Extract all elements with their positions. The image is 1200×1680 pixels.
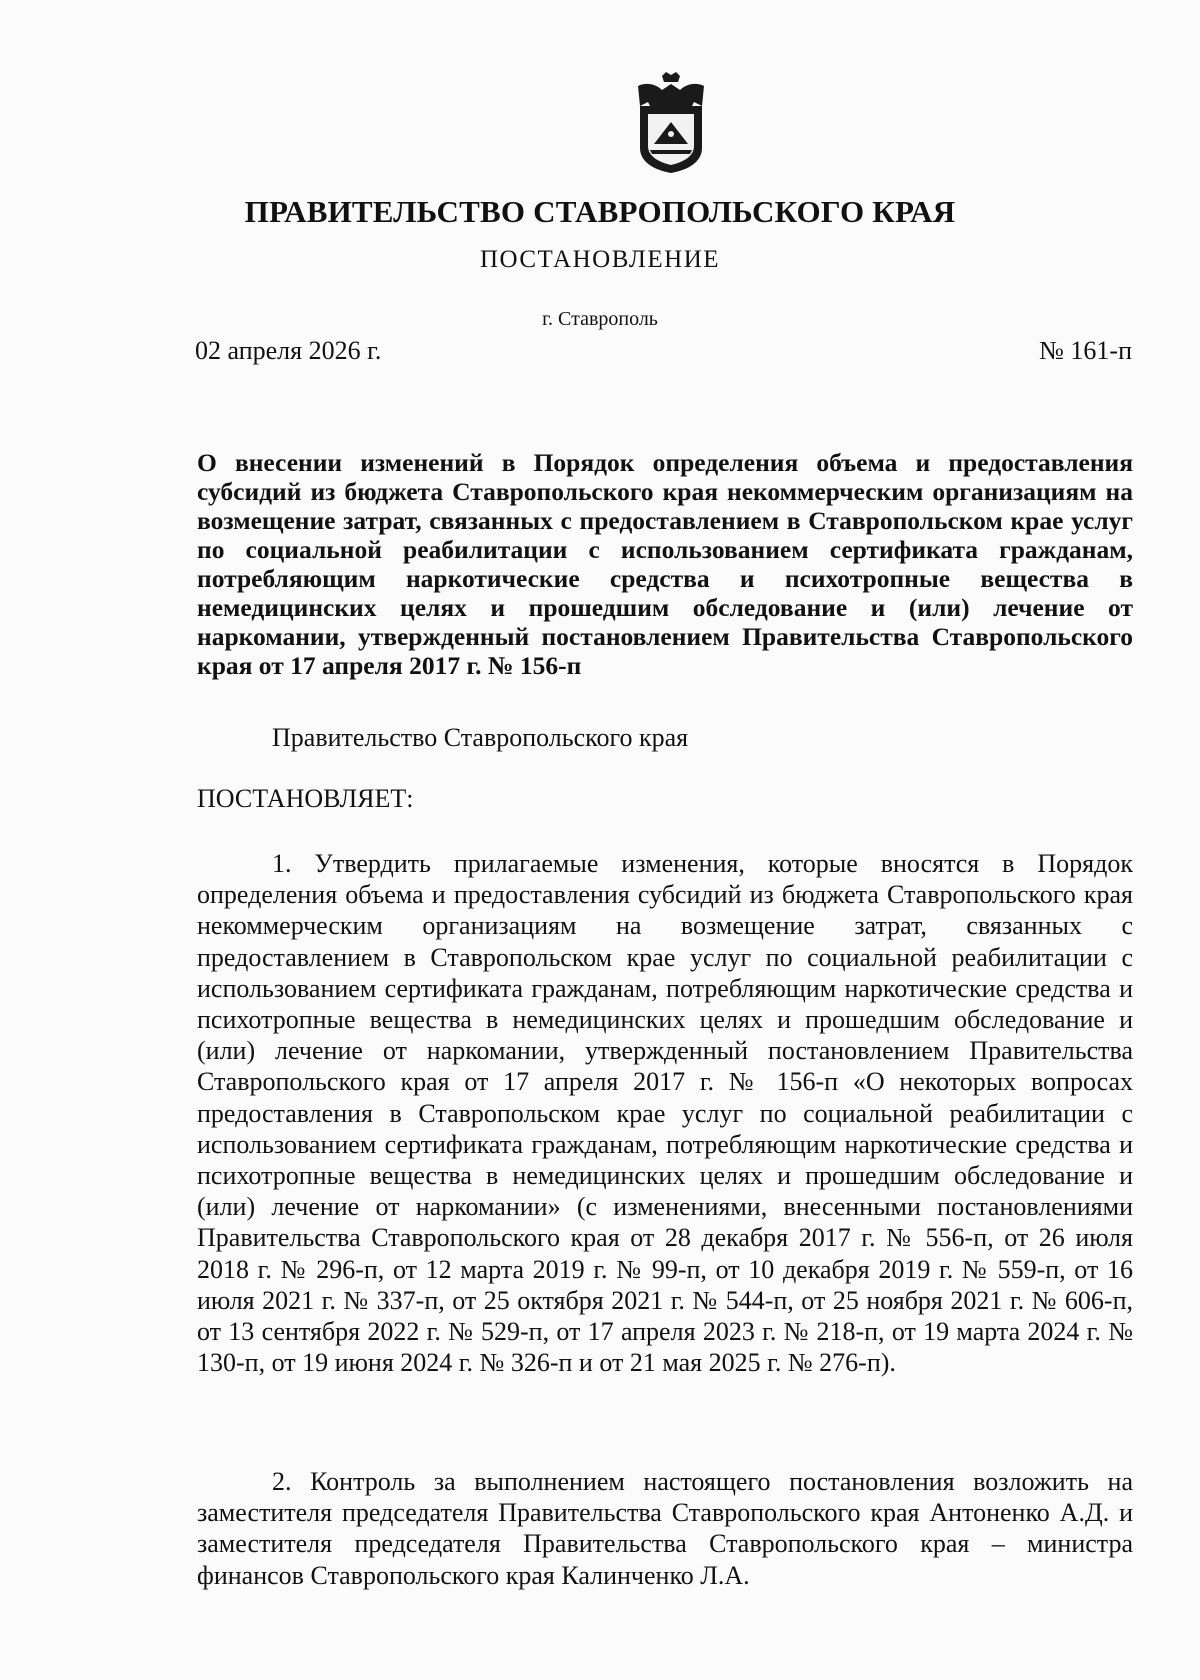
paragraph-2: 2. Контроль за выполнением настоящего постановления возложить на заместителя председателя Правительства Ставропольского края Антоненко А.Д. и заместителя председателя Правительства Ставропольского края – министра финансов Ставропольского края Калинченко Л.А. — [197, 1467, 1133, 1590]
coat-of-arms-icon — [632, 72, 710, 174]
document-date: 02 апреля 2026 г. — [195, 336, 382, 365]
document-number: № 161-п — [1039, 336, 1132, 365]
organization-title: ПРАВИТЕЛЬСТВО СТАВРОПОЛЬСКОГО КРАЯ — [244, 194, 956, 229]
paragraph-1: 1. Утвердить прилагаемые изменения, которые вносятся в Порядок определения объема и предоставления субсидий из бюджета Ставропольского края некоммерческим организациям на возмещение затрат, связанных с предоставлением в Ставропольском крае услуг по социальной реабилитации с использованием сертификата гражданам, потребляющим наркотические средства и психотропные вещества в немедицинских целях и прошедшим обследование и (или) лечение от наркомании, утвержденный постановлением Правительства Ставропольского края от 17 апреля 2017 г. № 156-п «О некоторых вопросах предоставления в Ставропольском крае услуг по социальной реабилитации с использованием сертификата гражданам, потребляющим наркотические средства и психотропные вещества в немедицинских целях и прошедшим обследование и (или) лечение от наркомании» (с изменениями, внесенными постановлениями Правительства Ставропольского края от 28 декабря 2017 г. № 556-п, от 26 июля 2018 г. № 296-п, от 12 марта 2019 г. № 99-п, от 10 декабря 2019 г. № 559-п, от 16 июля 2021 г. № 337-п, от 25 октября 2021 г. № 544-п, от 25 ноября 2021 г. № 606-п, от 13 сентября 2022 г. № 529-п, от 17 апреля 2023 г. № 218-п, от 19 марта 2024 г. № 130-п, от 19 июня 2024 г. № 326-п и от 21 мая 2025 г. № 276-п). — [197, 849, 1133, 1378]
document-subject: О внесении изменений в Порядок определения объема и предоставления субсидий из бюджета Ставропольского края некоммерческим организациям на возмещение затрат, связанных с предоставлением в Ставропольском крае услуг по социальной реабилитации с использованием сертификата гражданам, потребляющим наркотические средства и психотропные вещества в немедицинских целях и прошедшим обследование и (или) лечение от наркомании, утвержденный постановлением Правительства Ставропольского края от 17 апреля 2017 г. № 156-п — [197, 448, 1133, 680]
government-line: Правительство Ставропольского края — [272, 723, 689, 752]
document-type: ПОСТАНОВЛЕНИЕ — [479, 246, 721, 273]
city: г. Ставрополь — [542, 308, 658, 330]
resolves-heading: ПОСТАНОВЛЯЕТ: — [197, 784, 414, 813]
